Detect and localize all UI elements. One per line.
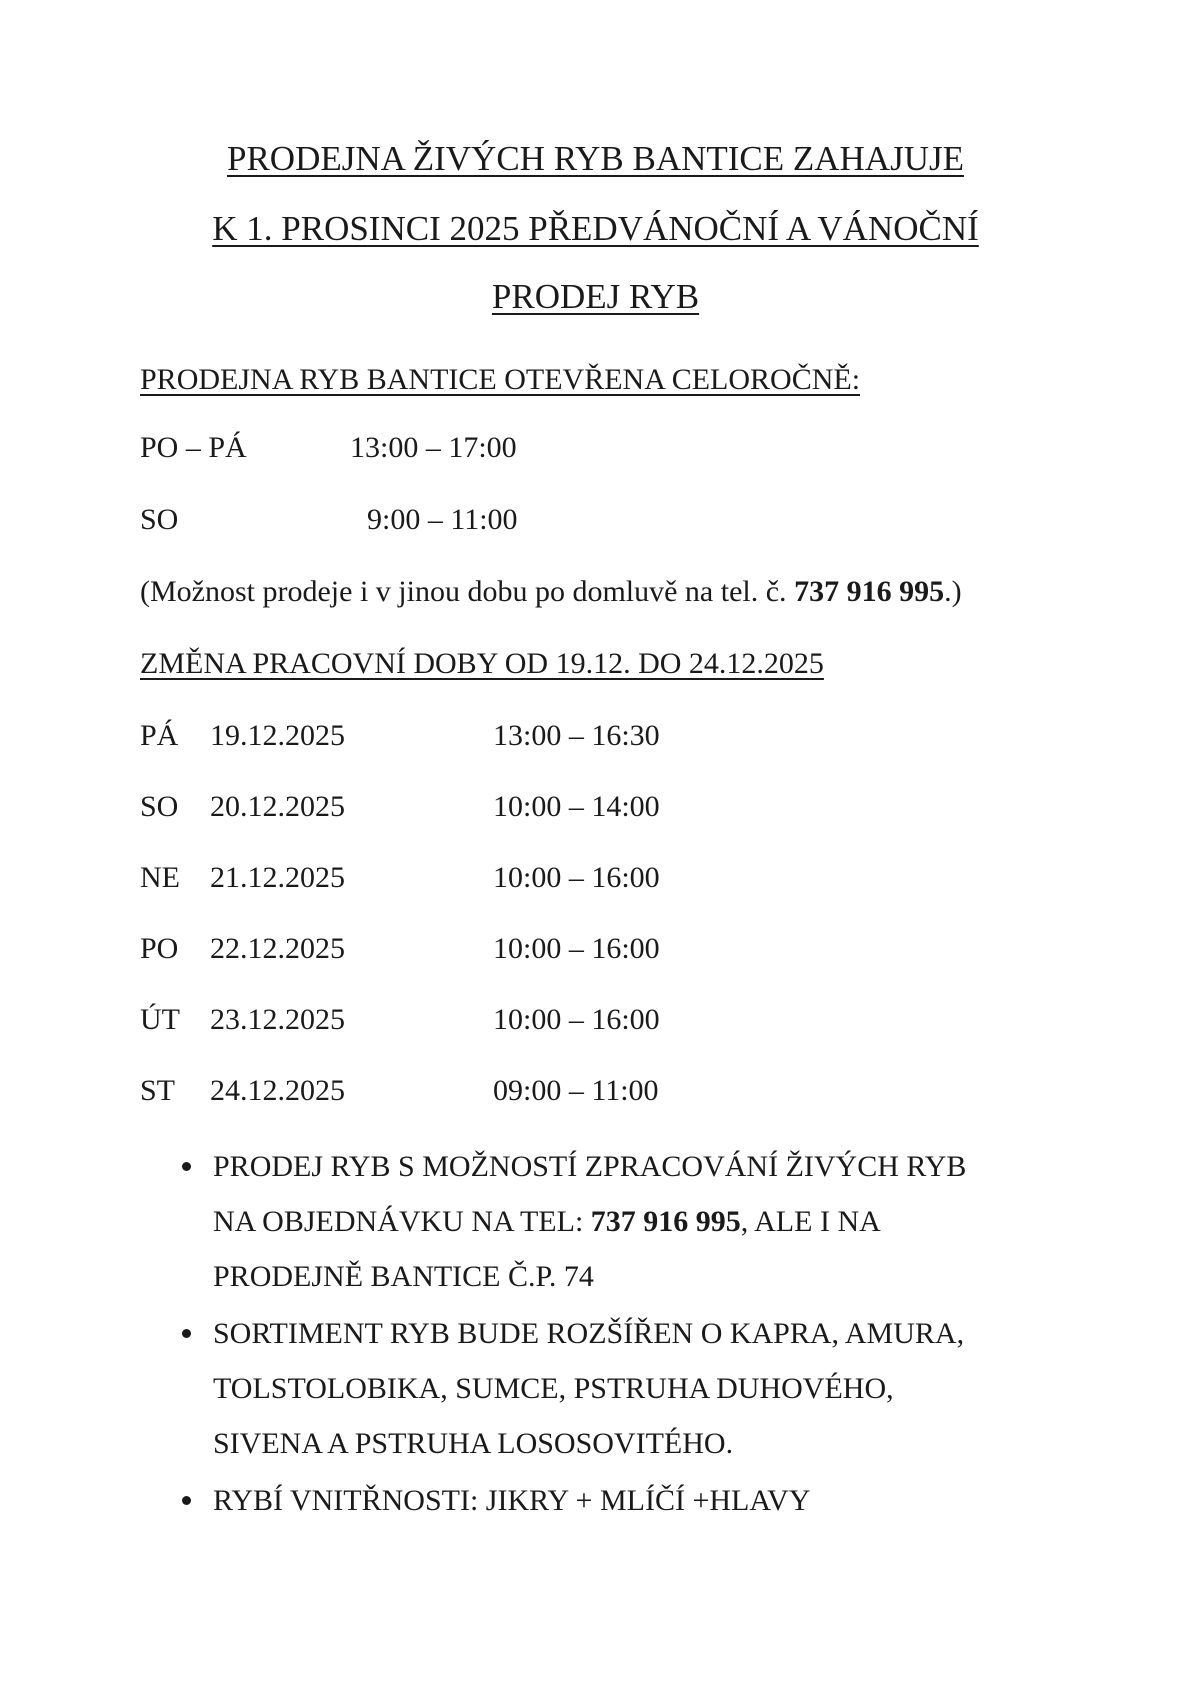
change-date: 21.12.2025 bbox=[210, 861, 345, 894]
change-date: 23.12.2025 bbox=[210, 1003, 345, 1036]
change-day: SO bbox=[140, 790, 179, 823]
change-day: NE bbox=[140, 861, 180, 894]
phone-number: 737 916 995 bbox=[794, 575, 945, 608]
change-hours: 10:00 – 16:00 bbox=[493, 932, 660, 965]
title-line-2: K 1. PROSINCI 2025 PŘEDVÁNOČNÍ A VÁNOČNÍ bbox=[212, 209, 979, 248]
change-hours: 10:00 – 16:00 bbox=[493, 861, 660, 894]
change-date: 20.12.2025 bbox=[210, 790, 345, 823]
change-hours: 09:00 – 11:00 bbox=[493, 1074, 659, 1107]
change-hours: 10:00 – 16:00 bbox=[493, 1003, 660, 1036]
bullet-dot-icon bbox=[182, 1496, 191, 1505]
title-line-1: PRODEJNA ŽIVÝCH RYB BANTICE ZAHAJUJE bbox=[227, 139, 964, 178]
bullet-2-line-2: TOLSTOLOBIKA, SUMCE, PSTRUHA DUHOVÉHO, bbox=[213, 1372, 894, 1405]
regular-days: SO bbox=[140, 503, 179, 536]
change-date: 19.12.2025 bbox=[210, 719, 345, 752]
regular-days: PO – PÁ bbox=[140, 431, 247, 464]
regular-hours: 13:00 – 17:00 bbox=[350, 431, 517, 464]
regular-hours-heading: PRODEJNA RYB BANTICE OTEVŘENA CELOROČNĚ: bbox=[140, 363, 861, 396]
bullet-2-line-3: SIVENA A PSTRUHA LOSOSOVITÉHO. bbox=[213, 1427, 734, 1460]
phone-note: (Možnost prodeje i v jinou dobu po domluvě na tel. č. 737 916 995.) bbox=[140, 575, 962, 608]
change-day: ST bbox=[140, 1074, 176, 1107]
change-heading: ZMĚNA PRACOVNÍ DOBY OD 19.12. DO 24.12.2025 bbox=[140, 647, 824, 680]
bullet-1-line-3: PRODEJNĚ BANTICE Č.P. 74 bbox=[213, 1260, 594, 1293]
title-line-3: PRODEJ RYB bbox=[491, 277, 700, 316]
bullet-dot-icon bbox=[182, 1329, 191, 1338]
change-day: PÁ bbox=[140, 719, 179, 752]
bullet-2-line-1: SORTIMENT RYB BUDE ROZŠÍŘEN O KAPRA, AMURA, bbox=[213, 1317, 965, 1350]
change-date: 24.12.2025 bbox=[210, 1074, 345, 1107]
change-day: PO bbox=[140, 932, 179, 965]
bullet-1-line-1: PRODEJ RYB S MOŽNOSTÍ ZPRACOVÁNÍ ŽIVÝCH RYB bbox=[213, 1150, 967, 1183]
change-day: ÚT bbox=[140, 1003, 180, 1036]
phone-number: 737 916 995 bbox=[590, 1205, 741, 1238]
change-hours: 13:00 – 16:30 bbox=[493, 719, 660, 752]
regular-hours: 9:00 – 11:00 bbox=[367, 503, 518, 536]
change-date: 22.12.2025 bbox=[210, 932, 345, 965]
bullet-1-line-2: NA OBJEDNÁVKU NA TEL: 737 916 995, ALE I NA bbox=[213, 1205, 881, 1238]
bullet-3-line-1: RYBÍ VNITŘNOSTI: JIKRY + MLÍČÍ +HLAVY bbox=[213, 1484, 811, 1517]
change-hours: 10:00 – 14:00 bbox=[493, 790, 660, 823]
bullet-dot-icon bbox=[182, 1162, 191, 1171]
